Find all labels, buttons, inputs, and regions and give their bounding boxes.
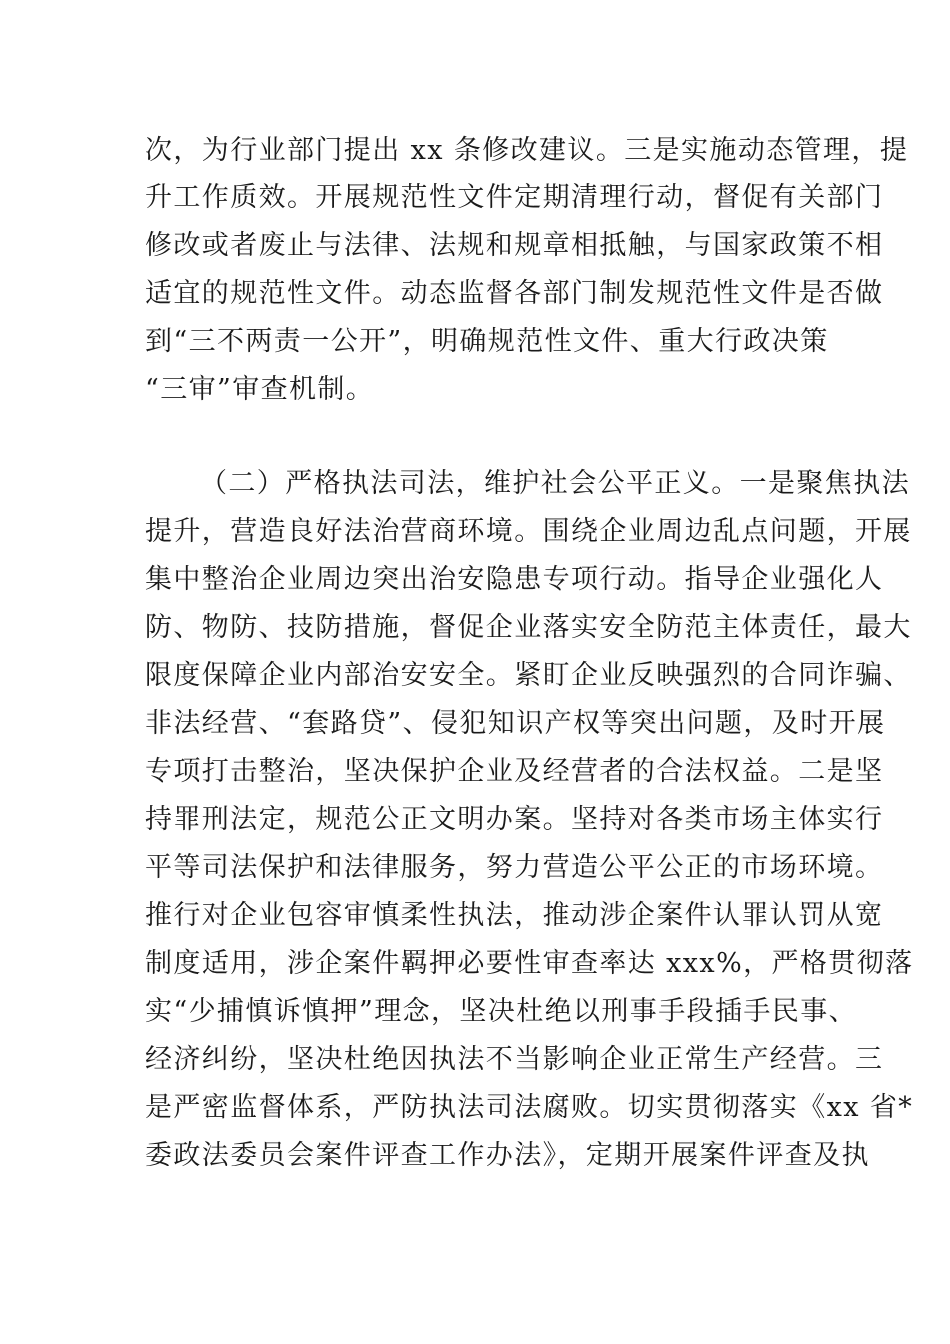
text-line: 经济纠纷，坚决杜绝因执法不当影响企业正常生产经营。三 — [145, 1044, 884, 1075]
paragraph-heading-line: （二）严格执法司法，维护社会公平正义。一是聚焦执法 — [200, 468, 910, 499]
text-line: 委政法委员会案件评查工作办法》，定期开展案件评查及执 — [145, 1140, 870, 1171]
text-line: “三审”审查机制。 — [145, 374, 375, 405]
text-line: 提升，营造良好法治营商环境。围绕企业周边乱点问题，开展 — [145, 516, 912, 547]
text-line: 平等司法保护和法律服务，努力营造公平公正的市场环境。 — [145, 852, 884, 883]
text-line: 集中整治企业周边突出治安隐患专项行动。指导企业强化人 — [145, 564, 884, 595]
text-line: 推行对企业包容审慎柔性执法，推动涉企案件认罪认罚从宽 — [145, 900, 884, 931]
text-line: 非法经营、“套路贷”、侵犯知识产权等突出问题，及时开展 — [145, 708, 886, 739]
text-line: 制度适用，涉企案件羁押必要性审查率达 xxx%，严格贯彻落 — [145, 948, 914, 979]
text-line: 升工作质效。开展规范性文件定期清理行动，督促有关部门 — [145, 182, 884, 213]
text-line: 实“少捕慎诉慎押”理念，坚决杜绝以刑事手段插手民事、 — [145, 996, 858, 1027]
text-line: 是严密监督体系，严防执法司法腐败。切实贯彻落实《xx 省* — [145, 1092, 914, 1123]
text-line: 适宜的规范性文件。动态监督各部门制发规范性文件是否做 — [145, 278, 884, 309]
text-line: 防、物防、技防措施，督促企业落实安全防范主体责任，最大 — [145, 612, 912, 643]
text-line: 持罪刑法定，规范公正文明办案。坚持对各类市场主体实行 — [145, 804, 884, 835]
text-line: 次，为行业部门提出 xx 条修改建议。三是实施动态管理，提 — [145, 135, 909, 166]
text-line: 限度保障企业内部治安安全。紧盯企业反映强烈的合同诈骗、 — [145, 660, 912, 691]
text-line: 专项打击整治，坚决保护企业及经营者的合法权益。二是坚 — [145, 756, 884, 787]
text-line: 修改或者废止与法律、法规和规章相抵触，与国家政策不相 — [145, 230, 884, 261]
text-line: 到“三不两责一公开”，明确规范性文件、重大行政决策 — [145, 326, 829, 357]
